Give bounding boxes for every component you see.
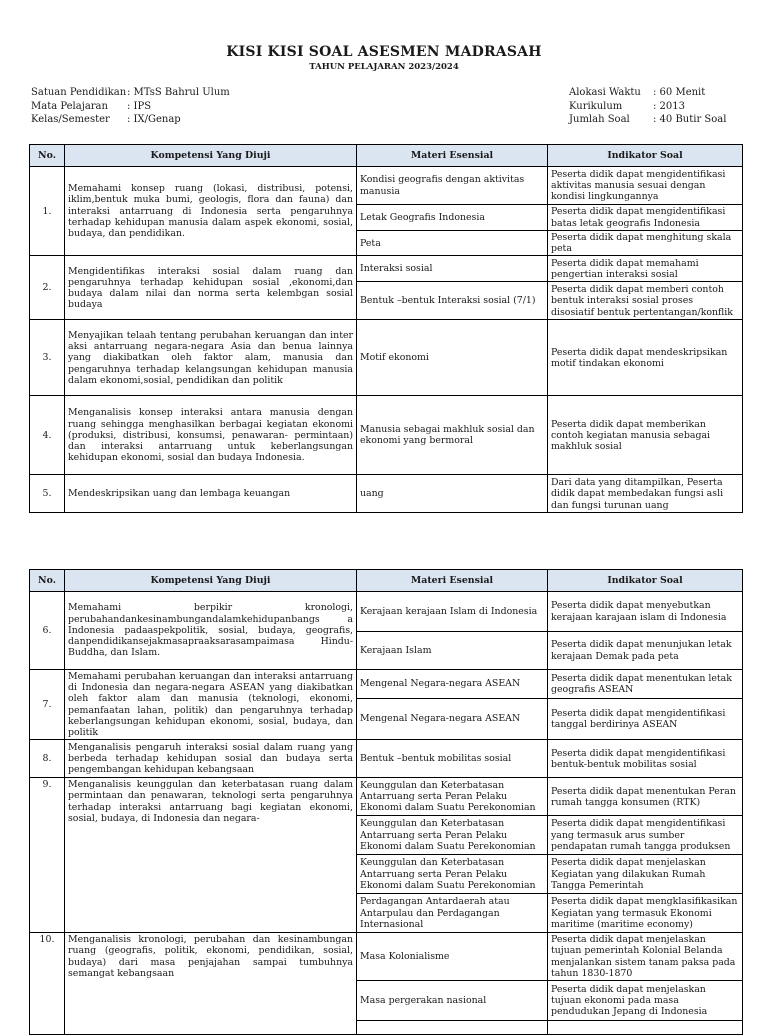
indikator-cell: Peserta didik dapat menyebutkan kerajaan karajaan islam di Indonesia <box>548 592 743 632</box>
materi-cell: Kondisi geografis dengan aktivitas manusia <box>357 167 548 205</box>
info-left <box>31 86 230 127</box>
materi-cell: Kerajaan Islam <box>357 632 548 670</box>
table-row <box>30 320 743 396</box>
materi-cell: Manusia sebagai makhluk sosial dan ekonomi yang bermoral <box>357 396 548 475</box>
table-row <box>30 670 743 699</box>
table-row <box>30 592 743 632</box>
kompetensi-cell: Menganalisis pengaruh interaksi sosial dalam ruang yang berbeda terhadap kehidupan sosial dan budaya serta pengembangan kehidupan kebangsaan <box>65 740 357 778</box>
materi-cell: Bentuk –bentuk Interaksi sosial (7/1) <box>357 282 548 320</box>
indikator-cell: Peserta didik dapat menghitung skala peta <box>548 231 743 256</box>
materi-cell: uang <box>357 475 548 513</box>
info-value: : IX/Genap <box>127 114 181 125</box>
info-right <box>569 86 726 127</box>
materi-cell: Keunggulan dan Keterbatasan Antarruang serta Peran Pelaku Ekonomi dalam Suatu Perekonomian <box>357 816 548 855</box>
kisi-table-2 <box>29 569 743 1035</box>
materi-cell: Peta <box>357 231 548 256</box>
table-row <box>30 778 743 816</box>
row-number: 10. <box>30 933 65 1035</box>
indikator-cell: Peserta didik dapat menjelaskan tujuan ekonomi pada masa pendudukan Jepang di Indonesia <box>548 981 743 1021</box>
row-number: 9. <box>30 778 65 933</box>
table-row <box>30 740 743 778</box>
info-value: : MTsS Bahrul Ulum <box>127 87 230 98</box>
indikator-cell: Peserta didik dapat mengidentifikasi yang termasuk arus sumber pendapatan rumah tangga produksen <box>548 816 743 855</box>
indikator-cell: Dari data yang ditampilkan, Peserta didik dapat membedakan fungsi asli dan fungsi turunan uang <box>548 475 743 513</box>
kompetensi-cell: Menyajikan telaah tentang perubahan keruangan dan inter aksi antarruang negara-negara Asia dan benua lainnya yang diakibatkan oleh faktor alam, manusia dan pengaruhnya terhadap kelangsungan kehidupan manusia dalam ekonomi,sosial, pendidikan dan politik <box>65 320 357 396</box>
info-value: : 60 Menit <box>653 87 706 98</box>
indikator-cell: Peserta didik dapat menentukan Peran rumah tangga konsumen (RTK) <box>548 778 743 816</box>
info-label: Jumlah Soal <box>569 114 630 125</box>
indikator-cell: Peserta didik dapat mendeskripsikan motif tindakan ekonomi <box>548 320 743 396</box>
row-number: 1. <box>30 167 65 256</box>
header-materi: Materi Esensial <box>357 570 548 592</box>
indikator-cell: Peserta didik dapat memberi contoh bentuk interaksi sosial proses disosiatif bentuk pertentangan/konflik <box>548 282 743 320</box>
indikator-cell: Peserta didik dapat mengidentifikasi tanggal berdirinya ASEAN <box>548 698 743 740</box>
indikator-cell <box>548 1021 743 1035</box>
header-kompetensi: Kompetensi Yang Diuji <box>65 145 357 167</box>
info-label: Alokasi Waktu <box>569 87 641 98</box>
document-subtitle: TAHUN PELAJARAN 2023/2024 <box>309 62 459 72</box>
materi-cell: Keunggulan dan Keterbatasan Antarruang serta Peran Pelaku Ekonomi dalam Suatu Perekonomian <box>357 855 548 894</box>
info-value: : 2013 <box>653 100 685 112</box>
header-indikator: Indikator Soal <box>548 570 743 592</box>
kompetensi-cell: Menganalisis konsep interaksi antara manusia dengan ruang sehingga menghasilkan berbagai kegiatan ekonomi (produksi, distribusi, konsumsi, penawaran- permintaan) dan interaksi antarruang untuk keberlangsungan kehidupan ekonomi, sosial dan budaya Indonesia. <box>65 396 357 475</box>
row-number: 5. <box>30 475 65 513</box>
materi-cell: Perdagangan Antardaerah atau Antarpulau dan Perdagangan Internasional <box>357 894 548 933</box>
kompetensi-cell: Menganalisis keunggulan dan keterbatasan ruang dalam permintaan dan penawaran, teknologi serta pengaruhnya terhadap interaksi antarruang bagi kegiatan ekonomi, sosial, budaya, di Indonesia dan negara- <box>65 778 357 933</box>
indikator-cell: Peserta didik dapat mengidentifikasi aktivitas manusia sesuai dengan kondisi lingkungannya <box>548 167 743 205</box>
row-number: 8. <box>30 740 65 778</box>
indikator-cell: Peserta didik dapat menjelaskan tujuan pemerintah Kolonial Belanda menjalankan sistem tanam paksa pada tahun 1830-1870 <box>548 933 743 981</box>
info-label: Kurikulum <box>569 100 623 112</box>
header-indikator: Indikator Soal <box>548 145 743 167</box>
indikator-cell: Peserta didik dapat menjelaskan Kegiatan yang dilakukan Rumah Tangga Pemerintah <box>548 855 743 894</box>
kompetensi-cell: Memahami konsep ruang (lokasi, distribusi, potensi, iklim,bentuk muka bumi, geologis, flora dan fauna) dan interaksi antarruang di Indonesia serta pengaruhnya terhadap kehidupan manusia dalam aspek ekonomi, sosial, budaya, dan pendidikan. <box>65 167 357 256</box>
info-label: Satuan Pendidikan <box>31 87 127 98</box>
materi-cell: Mengenal Negara-negara ASEAN <box>357 670 548 699</box>
kisi-table-1 <box>29 144 743 513</box>
info-value: : 40 Butir Soal <box>653 114 727 125</box>
materi-cell: Letak Geografis Indonesia <box>357 205 548 231</box>
row-number: 2. <box>30 256 65 320</box>
kompetensi-cell: Mengidentifikas interaksi sosial dalam ruang dan pengaruhnya terhadap kehidupan sosial ,ekonomi,dan budaya dalam nilai dan norma serta kelembgan sosial budaya <box>65 256 357 320</box>
header-no: No. <box>30 570 65 592</box>
row-number: 4. <box>30 396 65 475</box>
kompetensi-cell: Memahami perubahan keruangan dan interaksi antarruang di Indonesia dan negara-negara ASEAN yang diakibatkan oleh faktor alam dan manusia (teknologi, ekonomi, pemanfaatan lahan, politik) dan pengaruhnya terhadap keberlangsungan kehidupan ekonomi, sosial, budaya, dan politik <box>65 670 357 740</box>
materi-cell: Keunggulan dan Keterbatasan Antarruang serta Peran Pelaku Ekonomi dalam Suatu Perekonomian <box>357 778 548 816</box>
table-row <box>30 256 743 282</box>
materi-cell: Masa Kolonialisme <box>357 933 548 981</box>
table-row <box>30 396 743 475</box>
header-materi: Materi Esensial <box>357 145 548 167</box>
kompetensi-cell: Memahami berpikir kronologi, perubahandankesinambungandalamkehidupanbangs a Indonesia padaaspekpolitik, sosial, budaya, geografis, danpendidikansejakmasapraaksarasampaimasa Hindu-Buddha, dan Islam. <box>65 592 357 670</box>
info-label: Kelas/Semester <box>31 114 110 125</box>
indikator-cell: Peserta didik dapat menunjukan letak kerajaan Demak pada peta <box>548 632 743 670</box>
indikator-cell: Peserta didik dapat memahami pengertian interaksi sosial <box>548 256 743 282</box>
kompetensi-cell: Menganalisis kronologi, perubahan dan kesinambungan ruang (geografis, politik, ekonomi, pendidikan, sosial, budaya) dari masa penjajahan sampai tumbuhnya semangat kebangsaan <box>65 933 357 1035</box>
indikator-cell: Peserta didik dapat mengklasifikasikan Kegiatan yang termasuk Ekonomi maritime (maritime economy) <box>548 894 743 933</box>
row-number: 7. <box>30 670 65 740</box>
indikator-cell: Peserta didik dapat mengidentifikasi batas letak geografis Indonesia <box>548 205 743 231</box>
header-no: No. <box>30 145 65 167</box>
materi-cell: Bentuk –bentuk mobilitas sosial <box>357 740 548 778</box>
row-number: 6. <box>30 592 65 670</box>
table-header-row <box>30 145 743 167</box>
materi-cell <box>357 1021 548 1035</box>
kompetensi-cell: Mendeskripsikan uang dan lembaga keuangan <box>65 475 357 513</box>
row-number: 3. <box>30 320 65 396</box>
indikator-cell: Peserta didik dapat memberikan contoh kegiatan manusia sebagai makhluk sosial <box>548 396 743 475</box>
table-row <box>30 475 743 513</box>
materi-cell: Motif ekonomi <box>357 320 548 396</box>
header-kompetensi: Kompetensi Yang Diuji <box>65 570 357 592</box>
table-row <box>30 167 743 205</box>
materi-cell: Kerajaan kerajaan Islam di Indonesia <box>357 592 548 632</box>
materi-cell: Mengenal Negara-negara ASEAN <box>357 698 548 740</box>
table-row <box>30 933 743 981</box>
materi-cell: Interaksi sosial <box>357 256 548 282</box>
indikator-cell: Peserta didik dapat menentukan letak geografis ASEAN <box>548 670 743 699</box>
table-header-row <box>30 570 743 592</box>
info-label: Mata Pelajaran <box>31 100 108 112</box>
document-title: KISI KISI SOAL ASESMEN MADRASAH <box>226 44 542 60</box>
info-value: : IPS <box>127 100 152 112</box>
materi-cell: Masa pergerakan nasional <box>357 981 548 1021</box>
indikator-cell: Peserta didik dapat mengidentifikasi bentuk-bentuk mobilitas sosial <box>548 740 743 778</box>
